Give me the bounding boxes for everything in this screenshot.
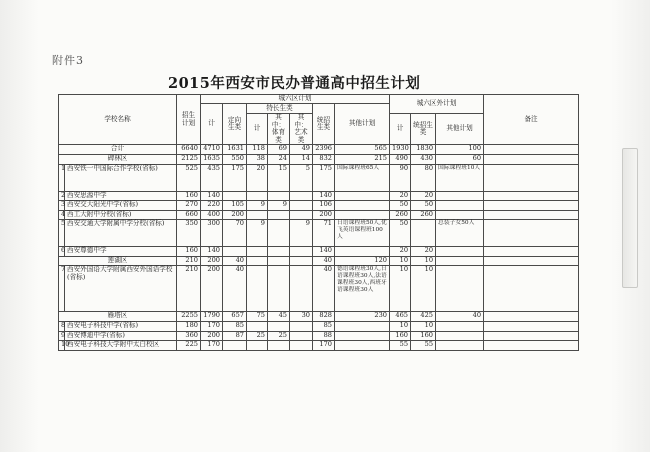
cell-remark — [484, 154, 579, 164]
cell-outer-other-note: 总装子女50人 — [436, 220, 484, 247]
cell-other: 230 — [335, 312, 390, 322]
cell-directed: 550 — [223, 154, 247, 164]
row-name: 碑林区 — [59, 154, 177, 164]
row-index: 8 — [59, 322, 65, 332]
cell-unified: 140 — [313, 191, 335, 201]
cell-inner: 170 — [201, 322, 223, 332]
school-name: 西安电子科技中学(省标) — [65, 322, 177, 332]
outer-unified-header: 统招生类 — [411, 114, 436, 145]
enroll-header: 招生计划 — [177, 95, 201, 145]
row-index: 5 — [59, 220, 65, 247]
cell-outer-unified: 430 — [411, 154, 436, 164]
cell-outer-unified: 425 — [411, 312, 436, 322]
cell-enroll: 160 — [177, 191, 201, 201]
cell-special — [247, 341, 268, 351]
cell-other — [335, 247, 390, 257]
cell-enroll: 2125 — [177, 154, 201, 164]
cell-arts — [290, 201, 313, 211]
cell-enroll: 360 — [177, 331, 201, 341]
cell-inner: 200 — [201, 331, 223, 341]
cell-unified: 71 — [313, 220, 335, 247]
cell-unified: 40 — [313, 266, 335, 312]
special-total-header: 计 — [247, 114, 268, 145]
cell-arts: 5 — [290, 164, 313, 191]
cell-directed: 70 — [223, 220, 247, 247]
row-index: 7 — [59, 266, 65, 312]
cell-outer-unified: 55 — [411, 341, 436, 351]
row-index: 4 — [59, 210, 65, 220]
directed-header: 定向生类 — [223, 104, 247, 145]
school-row — [59, 341, 579, 351]
cell-outer-other — [436, 191, 484, 201]
cell-special: 20 — [247, 164, 268, 191]
school-name: 西安思源中学 — [65, 191, 177, 201]
school-name: 西安博迪中学(省标) — [65, 331, 177, 341]
cell-outer: 160 — [390, 331, 411, 341]
row-index: 10 — [59, 341, 65, 351]
cell-remark — [484, 331, 579, 341]
attachment-label: 附件3 — [52, 54, 84, 67]
cell-directed: 87 — [223, 331, 247, 341]
cell-unified: 140 — [313, 247, 335, 257]
sports-header: 其中：体育类 — [268, 114, 290, 145]
cell-sports: 24 — [268, 154, 290, 164]
cell-inner: 170 — [201, 341, 223, 351]
cell-inner: 400 — [201, 210, 223, 220]
cell-sports: 69 — [268, 145, 290, 155]
cell-sports — [268, 220, 290, 247]
cell-outer-other — [436, 266, 484, 312]
total-row — [59, 145, 579, 155]
cell-special: 25 — [247, 331, 268, 341]
cell-special — [247, 256, 268, 266]
cell-remark — [484, 247, 579, 257]
cell-remark — [484, 201, 579, 211]
school-row — [59, 247, 579, 257]
unified-header: 统招生类 — [313, 104, 335, 145]
cell-inner: 220 — [201, 201, 223, 211]
cell-arts — [290, 266, 313, 312]
cell-directed: 40 — [223, 256, 247, 266]
cell-outer-other: 60 — [436, 154, 484, 164]
enrollment-plan-table — [58, 94, 579, 351]
cell-arts — [290, 247, 313, 257]
cell-outer: 465 — [390, 312, 411, 322]
row-index: 6 — [59, 247, 65, 257]
cell-outer: 490 — [390, 154, 411, 164]
school-name: 西安铁一中国际合作学校(省标) — [65, 164, 177, 191]
cell-special — [247, 247, 268, 257]
cell-remark — [484, 312, 579, 322]
cell-outer: 1930 — [390, 145, 411, 155]
school-name: 西安交通大学附属中学分校(省标) — [65, 220, 177, 247]
cell-directed — [223, 341, 247, 351]
cell-remark — [484, 220, 579, 247]
arts-header: 其中：艺术类 — [290, 114, 313, 145]
cell-unified: 828 — [313, 312, 335, 322]
cell-outer-other: 100 — [436, 145, 484, 155]
cell-outer: 50 — [390, 220, 411, 247]
cell-special — [247, 266, 268, 312]
school-name: 西安外国语大学附属西安外国语学校(省标) — [65, 266, 177, 312]
cell-remark — [484, 191, 579, 201]
cell-outer-unified: 10 — [411, 322, 436, 332]
school-row — [59, 322, 579, 332]
cell-outer: 20 — [390, 191, 411, 201]
row-name: 莲湖区 — [59, 256, 177, 266]
cell-outer-other — [436, 247, 484, 257]
cell-sports: 45 — [268, 312, 290, 322]
outer-total-header: 计 — [390, 114, 411, 145]
cell-outer: 10 — [390, 322, 411, 332]
cell-unified: 40 — [313, 256, 335, 266]
cell-outer-other — [436, 256, 484, 266]
cell-outer-other — [436, 210, 484, 220]
cell-outer-other — [436, 201, 484, 211]
cell-other-note: 德语课程班30人,日语课程班30人,法语课程班30人,西班牙语课程班30人 — [335, 266, 390, 312]
cell-arts: 9 — [290, 220, 313, 247]
cell-inner: 140 — [201, 247, 223, 257]
row-index: 3 — [59, 201, 65, 211]
cell-enroll: 660 — [177, 210, 201, 220]
cell-remark — [484, 256, 579, 266]
cell-outer-unified: 260 — [411, 210, 436, 220]
cell-other — [335, 341, 390, 351]
cell-remark — [484, 164, 579, 191]
cell-enroll: 270 — [177, 201, 201, 211]
cell-enroll: 225 — [177, 341, 201, 351]
cell-other — [335, 201, 390, 211]
cell-remark — [484, 145, 579, 155]
cell-arts — [290, 191, 313, 201]
other-header: 其他计划 — [335, 104, 390, 145]
cell-other — [335, 331, 390, 341]
cell-unified: 2396 — [313, 145, 335, 155]
cell-enroll: 160 — [177, 247, 201, 257]
cell-special — [247, 322, 268, 332]
cell-other: 120 — [335, 256, 390, 266]
cell-unified: 832 — [313, 154, 335, 164]
outer-header: 城六区外计划 — [390, 95, 484, 114]
school-name: 西安电子科技大学附中太白校区 — [65, 341, 177, 351]
scanner-edge-mark — [622, 148, 638, 288]
cell-unified: 170 — [313, 341, 335, 351]
school-name: 西安尊德中学 — [65, 247, 177, 257]
cell-directed — [223, 247, 247, 257]
cell-arts: 14 — [290, 154, 313, 164]
cell-outer-unified: 20 — [411, 191, 436, 201]
school-row — [59, 164, 579, 191]
school-name: 西安交大阳光中学(省标) — [65, 201, 177, 211]
cell-unified: 200 — [313, 210, 335, 220]
cell-directed: 200 — [223, 210, 247, 220]
inner-header: 城六区计划 — [201, 95, 390, 104]
remark-header: 备注 — [484, 95, 579, 145]
cell-remark — [484, 322, 579, 332]
cell-other — [335, 191, 390, 201]
school-row — [59, 220, 579, 247]
cell-enroll: 350 — [177, 220, 201, 247]
cell-outer: 260 — [390, 210, 411, 220]
cell-enroll: 525 — [177, 164, 201, 191]
school-name: 西工大附中分校(省标) — [65, 210, 177, 220]
school-row — [59, 201, 579, 211]
row-name: 合计 — [59, 145, 177, 155]
cell-sports — [268, 210, 290, 220]
cell-other: 565 — [335, 145, 390, 155]
cell-enroll: 180 — [177, 322, 201, 332]
cell-special: 75 — [247, 312, 268, 322]
school-header: 学校名称 — [59, 95, 177, 145]
cell-arts — [290, 256, 313, 266]
cell-other: 215 — [335, 154, 390, 164]
cell-special: 9 — [247, 201, 268, 211]
cell-outer-unified: 10 — [411, 256, 436, 266]
cell-sports: 15 — [268, 164, 290, 191]
cell-enroll: 210 — [177, 266, 201, 312]
cell-remark — [484, 266, 579, 312]
cell-other — [335, 210, 390, 220]
cell-outer-unified — [411, 220, 436, 247]
header-row-1 — [59, 95, 579, 104]
row-index: 1 — [59, 164, 65, 191]
cell-arts — [290, 331, 313, 341]
cell-directed: 657 — [223, 312, 247, 322]
cell-directed: 1631 — [223, 145, 247, 155]
cell-inner: 1635 — [201, 154, 223, 164]
cell-inner: 1790 — [201, 312, 223, 322]
document-title: 2015年西安市民办普通高中招生计划 — [168, 75, 421, 92]
cell-remark — [484, 341, 579, 351]
special-header: 特长生类 — [247, 104, 313, 114]
inner-total-header: 计 — [201, 104, 223, 145]
row-name: 雁塔区 — [59, 312, 177, 322]
cell-arts — [290, 322, 313, 332]
cell-outer: 20 — [390, 247, 411, 257]
cell-sports — [268, 256, 290, 266]
cell-special: 118 — [247, 145, 268, 155]
cell-directed: 40 — [223, 266, 247, 312]
cell-inner: 200 — [201, 266, 223, 312]
cell-enroll: 6640 — [177, 145, 201, 155]
cell-special: 9 — [247, 220, 268, 247]
cell-outer-other — [436, 341, 484, 351]
cell-outer: 90 — [390, 164, 411, 191]
cell-sports — [268, 266, 290, 312]
cell-outer: 10 — [390, 266, 411, 312]
outer-other-header: 其他计划 — [436, 114, 484, 145]
cell-directed: 85 — [223, 322, 247, 332]
district-row — [59, 154, 579, 164]
cell-directed: 105 — [223, 201, 247, 211]
cell-arts — [290, 341, 313, 351]
cell-outer: 55 — [390, 341, 411, 351]
cell-sports: 9 — [268, 201, 290, 211]
cell-inner: 435 — [201, 164, 223, 191]
cell-outer-other: 40 — [436, 312, 484, 322]
cell-outer: 10 — [390, 256, 411, 266]
cell-unified: 106 — [313, 201, 335, 211]
cell-inner: 4710 — [201, 145, 223, 155]
cell-unified: 88 — [313, 331, 335, 341]
cell-arts: 49 — [290, 145, 313, 155]
cell-other-note: 日语课程班50人,优飞英语课程班100人 — [335, 220, 390, 247]
cell-outer-unified: 20 — [411, 247, 436, 257]
cell-inner: 140 — [201, 191, 223, 201]
cell-unified: 175 — [313, 164, 335, 191]
cell-arts: 30 — [290, 312, 313, 322]
cell-sports — [268, 341, 290, 351]
cell-outer-other-note: 国际课程班10人 — [436, 164, 484, 191]
cell-special: 38 — [247, 154, 268, 164]
row-index: 2 — [59, 191, 65, 201]
cell-outer-other — [436, 331, 484, 341]
cell-outer-unified: 80 — [411, 164, 436, 191]
cell-remark — [484, 210, 579, 220]
cell-sports: 25 — [268, 331, 290, 341]
cell-other-note: 国际课程班65人 — [335, 164, 390, 191]
cell-sports — [268, 322, 290, 332]
cell-other — [335, 322, 390, 332]
cell-outer-unified: 160 — [411, 331, 436, 341]
cell-outer: 50 — [390, 201, 411, 211]
cell-unified: 85 — [313, 322, 335, 332]
cell-outer-unified: 1830 — [411, 145, 436, 155]
cell-outer-unified: 10 — [411, 266, 436, 312]
cell-enroll: 2255 — [177, 312, 201, 322]
cell-inner: 200 — [201, 256, 223, 266]
cell-outer-unified: 50 — [411, 201, 436, 211]
cell-inner: 300 — [201, 220, 223, 247]
cell-outer-other — [436, 322, 484, 332]
cell-enroll: 210 — [177, 256, 201, 266]
cell-sports — [268, 247, 290, 257]
school-row — [59, 266, 579, 312]
row-index: 9 — [59, 331, 65, 341]
cell-directed: 175 — [223, 164, 247, 191]
